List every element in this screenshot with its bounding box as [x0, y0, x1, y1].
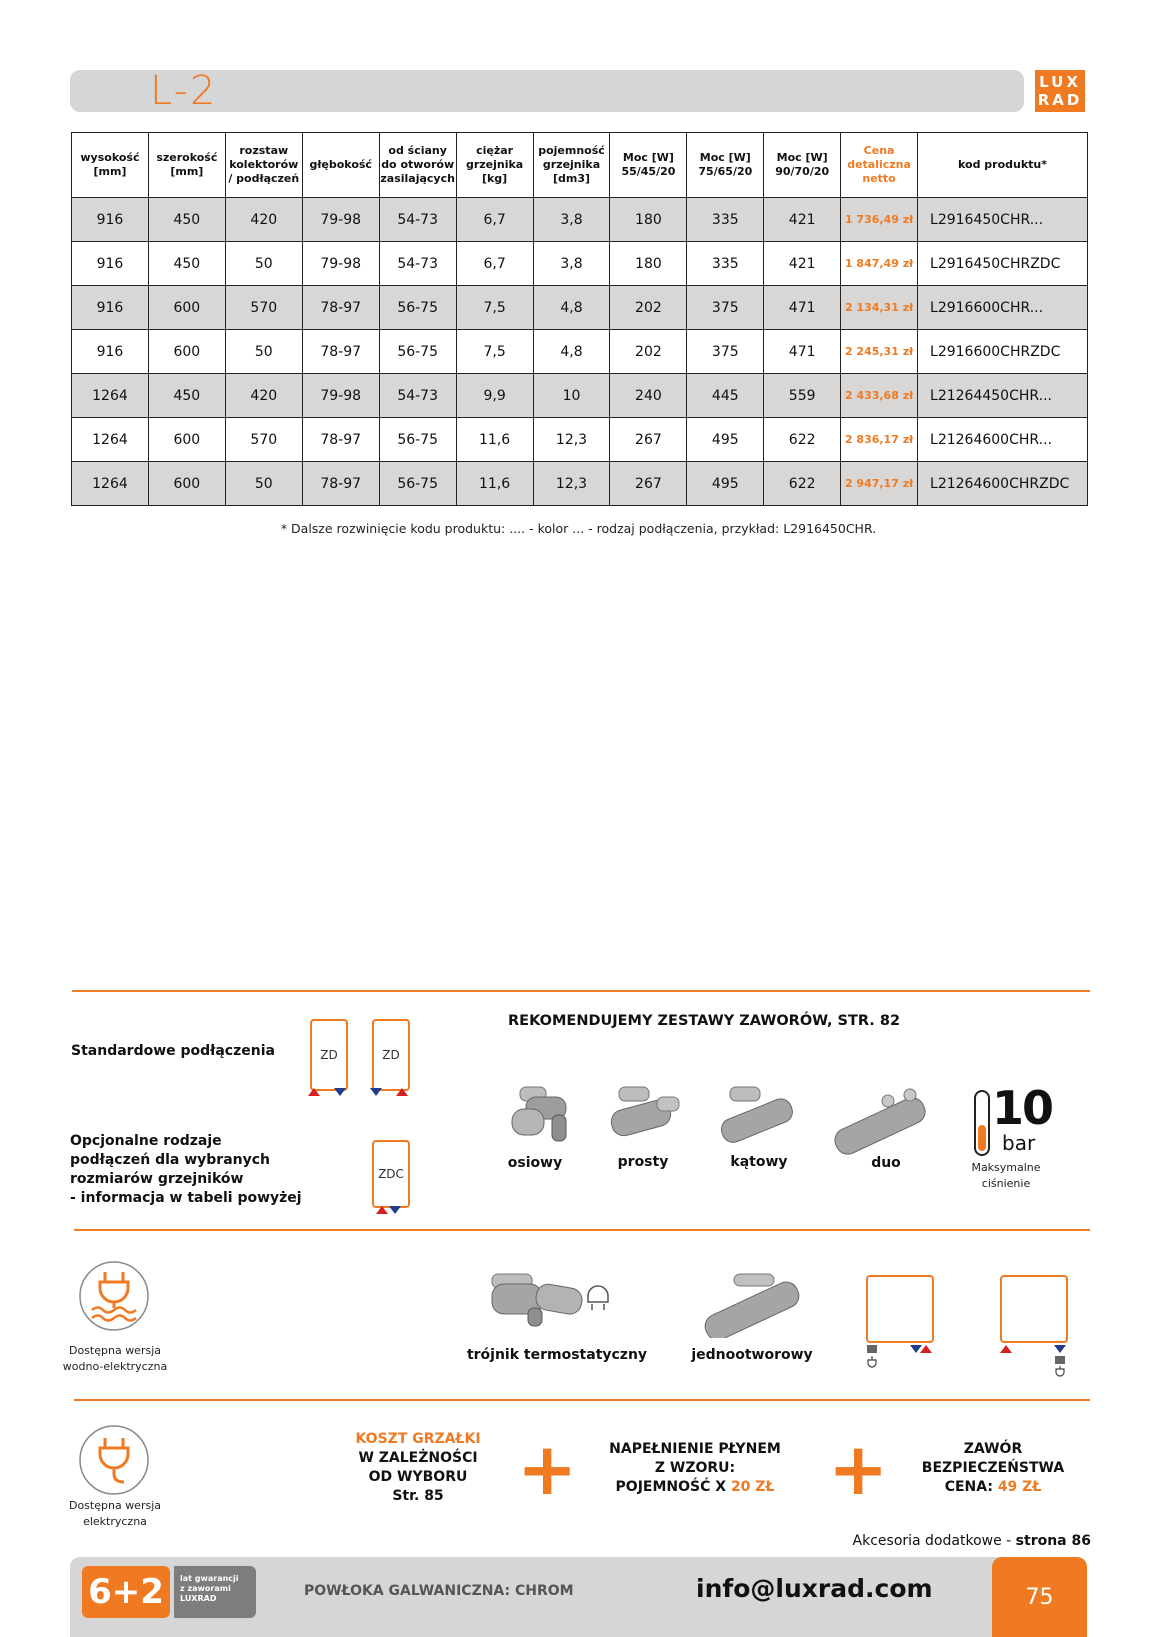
- table-cell: 12,3: [533, 418, 610, 462]
- table-cell: 916: [72, 286, 149, 330]
- product-code-cell: L21264600CHR...: [918, 418, 1088, 462]
- valve-label: kątowy: [730, 1154, 788, 1170]
- table-row: [72, 330, 1088, 374]
- table-cell: 50: [225, 242, 302, 286]
- fluid-fill-line: NAPEŁNIENIE PŁYNEM: [609, 1441, 781, 1457]
- col-header: od ściany do otworów zasilających: [379, 133, 456, 198]
- table-cell: 180: [610, 242, 687, 286]
- table-cell: 1264: [72, 462, 149, 506]
- table-cell: 600: [148, 330, 225, 374]
- table-cell: 79-98: [302, 242, 379, 286]
- table-cell: 56-75: [379, 330, 456, 374]
- table-cell: 916: [72, 242, 149, 286]
- product-code-cell: L2916450CHR...: [918, 198, 1088, 242]
- table-cell: 471: [764, 330, 841, 374]
- page-number: 75: [992, 1557, 1087, 1637]
- pressure-gauge-icon: [973, 1089, 991, 1157]
- col-header: wysokość [mm]: [72, 133, 149, 198]
- table-row: [72, 286, 1088, 330]
- table-cell: 79-98: [302, 198, 379, 242]
- water-electric-line: Dostępna wersja: [68, 1344, 162, 1357]
- table-cell: 78-97: [302, 462, 379, 506]
- table-cell: 78-97: [302, 330, 379, 374]
- table-cell: 180: [610, 198, 687, 242]
- arrow-down-up-icon: [370, 1086, 410, 1098]
- safety-valve-line: ZAWÓR: [963, 1441, 1023, 1457]
- water-electric-line: wodno-elektryczna: [62, 1360, 168, 1373]
- table-cell: 56-75: [379, 286, 456, 330]
- table-cell: 445: [687, 374, 764, 418]
- table-cell: 11,6: [456, 462, 533, 506]
- electric-label: [60, 1498, 170, 1530]
- table-row: [72, 198, 1088, 242]
- heater-connection-left-icon: [864, 1342, 936, 1372]
- valve-label: prosty: [617, 1154, 669, 1170]
- table-cell: 450: [148, 374, 225, 418]
- pressure-value: 10: [992, 1081, 1053, 1135]
- electric-line: Dostępna wersja: [68, 1499, 162, 1512]
- table-cell: 4,8: [533, 286, 610, 330]
- water-electric-label: [60, 1343, 170, 1375]
- table-cell: 267: [610, 418, 687, 462]
- price-cell: 2 836,17 zł: [841, 418, 918, 462]
- table-cell: 78-97: [302, 418, 379, 462]
- table-cell: 56-75: [379, 418, 456, 462]
- col-header: Moc [W] 90/70/20: [764, 133, 841, 198]
- table-cell: 3,8: [533, 242, 610, 286]
- valve-duo-icon: [830, 1085, 930, 1155]
- price-cell: 2 433,68 zł: [841, 374, 918, 418]
- price-cell: 2 134,31 zł: [841, 286, 918, 330]
- optional-line: Opcjonalne rodzaje: [70, 1133, 222, 1149]
- divider: [74, 1399, 1090, 1401]
- table-cell: 6,7: [456, 198, 533, 242]
- safety-valve-line: BEZPIECZEŃSTWA: [921, 1460, 1065, 1476]
- plus-sign: +: [828, 1427, 889, 1511]
- table-cell: 916: [72, 330, 149, 374]
- table-cell: 7,5: [456, 330, 533, 374]
- table-cell: 570: [225, 418, 302, 462]
- product-code-cell: L2916600CHRZDC: [918, 330, 1088, 374]
- table-cell: 559: [764, 374, 841, 418]
- optional-line: - informacja w tabeli powyżej: [70, 1190, 302, 1206]
- warranty-line: lat gwarancji: [180, 1574, 239, 1583]
- optional-line: rozmiarów grzejników: [70, 1171, 244, 1187]
- zd-label: ZD: [320, 1048, 338, 1062]
- pressure-label-line: ciśnienie: [981, 1177, 1031, 1190]
- email-link[interactable]: info@luxrad.com: [696, 1574, 933, 1603]
- thermostatic-tee-icon: [488, 1270, 618, 1330]
- pressure-label: [962, 1160, 1050, 1192]
- safety-valve-line: [905, 1478, 1081, 1497]
- luxrad-logo: [1035, 70, 1085, 112]
- table-cell: 570: [225, 286, 302, 330]
- standard-connections-label: Standardowe podłączenia: [71, 1043, 275, 1059]
- spec-table: [71, 132, 1088, 506]
- zd-label: ZD: [382, 1048, 400, 1062]
- heater-cost-block: [340, 1430, 496, 1506]
- table-cell: 495: [687, 462, 764, 506]
- table-cell: 54-73: [379, 198, 456, 242]
- table-footnote: * Dalsze rozwinięcie kodu produktu: .... - kolor ... - rodzaj podłączenia, przykład: L2916450CHR.: [280, 521, 877, 536]
- radiator-zdc: [372, 1140, 410, 1208]
- table-cell: 1264: [72, 418, 149, 462]
- table-cell: 54-73: [379, 242, 456, 286]
- fluid-fill-line: [590, 1478, 800, 1497]
- table-row: [72, 242, 1088, 286]
- accessories-text: Akcesoria dodatkowe -: [852, 1533, 1016, 1549]
- heater-connection-right-icon: [998, 1342, 1070, 1378]
- heater-cost-line: W ZALEŻNOŚCI: [358, 1450, 478, 1466]
- logo-line-1: LUX: [1039, 73, 1081, 91]
- safety-valve-block: [905, 1440, 1081, 1497]
- table-cell: 450: [148, 198, 225, 242]
- radiator-zd-1: [310, 1019, 348, 1091]
- plus-sign: +: [517, 1427, 578, 1511]
- electric-line: elektryczna: [83, 1515, 147, 1528]
- table-cell: 3,8: [533, 198, 610, 242]
- price-cell: 2 245,31 zł: [841, 330, 918, 374]
- table-cell: 6,7: [456, 242, 533, 286]
- table-cell: 240: [610, 374, 687, 418]
- col-header: kod produktu*: [918, 133, 1088, 198]
- table-cell: 600: [148, 462, 225, 506]
- col-header: pojemność grzejnika [dm3]: [533, 133, 610, 198]
- price-cell: 1 847,49 zł: [841, 242, 918, 286]
- table-cell: 450: [148, 242, 225, 286]
- table-cell: 12,3: [533, 462, 610, 506]
- divider: [74, 1229, 1090, 1231]
- table-cell: 10: [533, 374, 610, 418]
- table-cell: 50: [225, 330, 302, 374]
- valve-osiowy-icon: [510, 1085, 578, 1145]
- table-cell: 50: [225, 462, 302, 506]
- valve-label: trójnik termostatyczny: [466, 1347, 648, 1363]
- table-cell: 11,6: [456, 418, 533, 462]
- radiator-heater-left: [866, 1275, 934, 1343]
- accessories-note: [853, 1533, 1091, 1549]
- table-cell: 600: [148, 286, 225, 330]
- col-header: Moc [W] 55/45/20: [610, 133, 687, 198]
- col-header: głębokość: [302, 133, 379, 198]
- arrow-zdc-icon: [376, 1204, 402, 1216]
- table-cell: 267: [610, 462, 687, 506]
- optional-connections-label: [70, 1132, 302, 1208]
- table-row: [72, 462, 1088, 506]
- table-cell: 420: [225, 198, 302, 242]
- radiator-zd-2: [372, 1019, 410, 1091]
- table-cell: 916: [72, 198, 149, 242]
- table-cell: 375: [687, 286, 764, 330]
- coating-label: POWŁOKA GALWANICZNA: CHROM: [304, 1583, 574, 1599]
- plug-electric-icon: [78, 1424, 150, 1496]
- table-cell: 202: [610, 330, 687, 374]
- heater-cost-line: Str. 85: [392, 1488, 444, 1504]
- table-cell: 56-75: [379, 462, 456, 506]
- arrow-up-down-icon: [308, 1086, 348, 1098]
- table-cell: 54-73: [379, 374, 456, 418]
- divider: [72, 990, 1090, 992]
- price-cell: 2 947,17 zł: [841, 462, 918, 506]
- radiator-heater-right: [1000, 1275, 1068, 1343]
- product-code-cell: L2916600CHR...: [918, 286, 1088, 330]
- table-cell: 1264: [72, 374, 149, 418]
- accessories-page: strona 86: [1015, 1533, 1091, 1549]
- heater-cost-line: OD WYBORU: [368, 1469, 468, 1485]
- table-cell: 421: [764, 242, 841, 286]
- table-cell: 600: [148, 418, 225, 462]
- zdc-label: ZDC: [378, 1167, 404, 1181]
- logo-line-2: RAD: [1037, 91, 1083, 109]
- warranty-line: z zaworami: [180, 1584, 231, 1593]
- col-header: ciężar grzejnika [kg]: [456, 133, 533, 198]
- table-cell: 4,8: [533, 330, 610, 374]
- warranty-badge: 6+2: [82, 1566, 170, 1618]
- col-header: szerokość [mm]: [148, 133, 225, 198]
- fluid-fill-text: POJEMNOŚĆ X: [615, 1479, 731, 1495]
- model-title: L-2: [150, 68, 218, 114]
- single-hole-valve-icon: [700, 1268, 804, 1338]
- optional-line: podłączeń dla wybranych: [70, 1152, 271, 1168]
- valve-label: jednootworowy: [691, 1347, 813, 1363]
- table-cell: 495: [687, 418, 764, 462]
- table-cell: 9,9: [456, 374, 533, 418]
- valve-katowy-icon: [716, 1085, 800, 1147]
- table-row: [72, 418, 1088, 462]
- valve-label: osiowy: [507, 1155, 563, 1171]
- warranty-line: LUXRAD: [180, 1594, 217, 1603]
- table-cell: 79-98: [302, 374, 379, 418]
- header-row: [72, 133, 1088, 198]
- product-code-cell: L21264450CHR...: [918, 374, 1088, 418]
- pressure-label-line: Maksymalne: [971, 1161, 1041, 1174]
- table-cell: 622: [764, 462, 841, 506]
- table-cell: 421: [764, 198, 841, 242]
- fluid-fill-line: Z WZORU:: [654, 1460, 736, 1476]
- table-cell: 7,5: [456, 286, 533, 330]
- table-cell: 471: [764, 286, 841, 330]
- product-code-cell: L2916450CHRZDC: [918, 242, 1088, 286]
- col-header: Moc [W] 75/65/20: [687, 133, 764, 198]
- safety-valve-text: CENA:: [944, 1479, 998, 1495]
- table-cell: 622: [764, 418, 841, 462]
- price-cell: 1 736,49 zł: [841, 198, 918, 242]
- valve-prosty-icon: [607, 1085, 683, 1145]
- plug-water-icon: [78, 1260, 150, 1332]
- product-code-cell: L21264600CHRZDC: [918, 462, 1088, 506]
- pressure-unit: bar: [1002, 1131, 1036, 1155]
- fluid-fill-price: 20 ZŁ: [730, 1479, 775, 1495]
- col-header-price: Cena detaliczna netto: [841, 133, 918, 198]
- col-header: rozstaw kolektorów / podłączeń: [225, 133, 302, 198]
- safety-valve-price: 49 ZŁ: [997, 1479, 1042, 1495]
- valve-label: duo: [871, 1155, 901, 1171]
- warranty-text: [174, 1566, 256, 1618]
- table-cell: 420: [225, 374, 302, 418]
- table-cell: 375: [687, 330, 764, 374]
- heater-cost-line: KOSZT GRZAŁKI: [355, 1431, 481, 1447]
- table-row: [72, 374, 1088, 418]
- fluid-fill-block: [590, 1440, 800, 1497]
- table-cell: 78-97: [302, 286, 379, 330]
- table-cell: 335: [687, 242, 764, 286]
- table-cell: 335: [687, 198, 764, 242]
- table-cell: 202: [610, 286, 687, 330]
- valves-title: REKOMENDUJEMY ZESTAWY ZAWORÓW, STR. 82: [508, 1013, 901, 1029]
